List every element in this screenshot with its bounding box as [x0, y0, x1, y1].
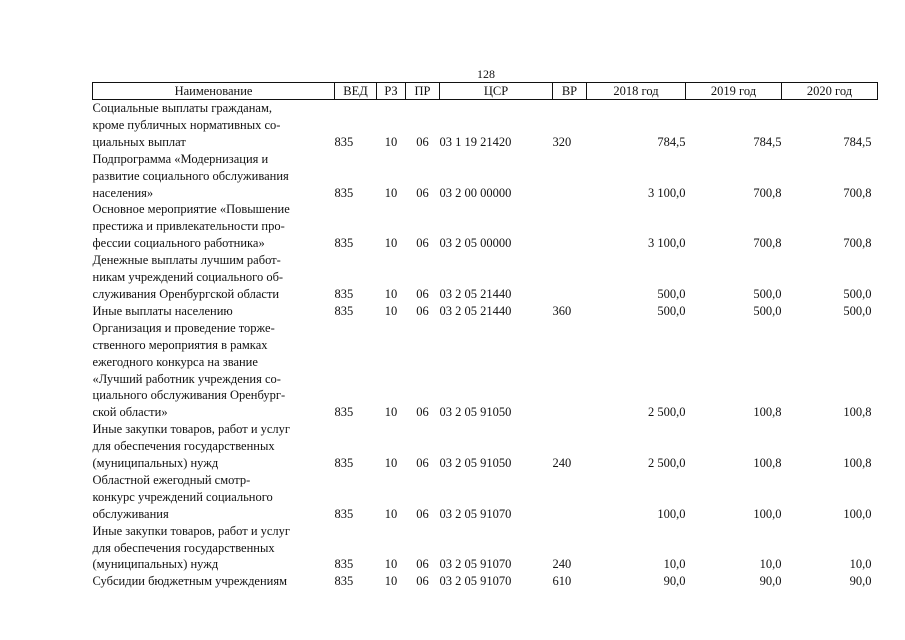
amount-2020-cell: 500,0: [843, 303, 872, 318]
amount-2020-cell: 100,0: [843, 506, 872, 521]
amount-2018-cell: 784,5: [657, 134, 686, 149]
row-name-line: ской области»: [92, 405, 168, 420]
row-name-line: Иные закупки товаров, работ и услуг: [92, 422, 291, 437]
amount-2020-cell: 700,8: [843, 236, 872, 251]
ved-cell: 835: [334, 185, 354, 200]
vr-cell: [553, 320, 587, 421]
csr-cell: 03 2 05 21440: [439, 303, 512, 318]
amount-2018-cell: 3 100,0: [648, 236, 686, 251]
header-pr: ПР: [406, 83, 440, 100]
table-row: [93, 320, 878, 421]
csr-cell: 03 2 05 91050: [439, 456, 512, 471]
amount-2018-cell: 500,0: [657, 286, 686, 301]
row-name-cell: [93, 320, 335, 421]
row-name-cell: [93, 421, 335, 472]
row-name-line: Субсидии бюджетным учреждениям: [92, 574, 288, 589]
amount-2018-cell: 100,0: [657, 506, 686, 521]
row-name-line: ственного мероприятия в рамках: [92, 337, 268, 352]
header-2019: 2019 год: [686, 83, 782, 100]
table-row: [93, 201, 878, 252]
row-name-cell: [93, 100, 335, 151]
rz-cell: 10: [384, 303, 398, 318]
csr-cell: 03 1 19 21420: [439, 134, 512, 149]
pr-cell: 06: [416, 185, 429, 200]
row-name-line: для обеспечения государственных: [92, 540, 275, 555]
row-name-line: престижа и привлекательности про-: [92, 219, 285, 234]
row-name-line: фессии социального работника»: [92, 236, 265, 251]
amount-2020-cell: 10,0: [849, 557, 872, 572]
amount-2020-cell: 90,0: [849, 574, 872, 589]
vr-cell: 320: [552, 134, 572, 149]
csr-cell: 03 2 05 00000: [439, 236, 512, 251]
row-name-line: циального обслуживания Оренбург-: [92, 388, 286, 403]
header-ved: ВЕД: [335, 83, 377, 100]
row-name-line: Иные выплаты населению: [92, 303, 233, 318]
row-name-line: Областной ежегодный смотр-: [92, 472, 251, 487]
amount-2019-cell: 500,0: [753, 286, 782, 301]
row-name-line: развитие социального обслуживания: [92, 168, 289, 183]
row-name-cell: [93, 303, 335, 320]
amount-2018-cell: 2 500,0: [648, 456, 686, 471]
rz-cell: 10: [384, 456, 398, 471]
vr-cell: [553, 252, 587, 303]
row-name-line: Основное мероприятие «Повышение: [92, 202, 290, 217]
row-name-line: циальных выплат: [92, 134, 186, 149]
amount-2019-cell: 10,0: [759, 557, 782, 572]
ved-cell: 835: [334, 506, 354, 521]
rz-cell: 10: [384, 286, 398, 301]
row-name-line: (муниципальных) нужд: [92, 456, 219, 471]
amount-2019-cell: 500,0: [753, 303, 782, 318]
row-name-line: ежегодного конкурса на звание: [92, 354, 258, 369]
table-row: [93, 421, 878, 472]
table-row: [93, 573, 878, 590]
row-name-cell: [93, 523, 335, 574]
ved-cell: 835: [334, 456, 354, 471]
ved-cell: 835: [334, 134, 354, 149]
pr-cell: 06: [416, 303, 429, 318]
row-name-line: (муниципальных) нужд: [92, 557, 219, 572]
amount-2018-cell: 2 500,0: [648, 405, 686, 420]
csr-cell: 03 2 00 00000: [439, 185, 512, 200]
pr-cell: 06: [416, 574, 429, 589]
table-row: [93, 100, 878, 151]
amount-2020-cell: 700,8: [843, 185, 872, 200]
ved-cell: 835: [334, 557, 354, 572]
csr-cell: 03 2 05 91070: [439, 506, 512, 521]
amount-2019-cell: 784,5: [753, 134, 782, 149]
row-name-line: Денежные выплаты лучшим работ-: [92, 253, 281, 268]
row-name-cell: [93, 201, 335, 252]
amount-2018-cell: 500,0: [657, 303, 686, 318]
ved-cell: 835: [334, 236, 354, 251]
table-row: [93, 472, 878, 523]
vr-cell: 610: [552, 574, 572, 589]
amount-2018-cell: 90,0: [663, 574, 686, 589]
pr-cell: 06: [416, 134, 429, 149]
pr-cell: 06: [416, 456, 429, 471]
row-name-cell: [93, 252, 335, 303]
amount-2019-cell: 100,8: [753, 405, 782, 420]
vr-cell: [553, 472, 587, 523]
row-name-line: населения»: [92, 185, 154, 200]
amount-2019-cell: 100,8: [753, 456, 782, 471]
row-name-line: Подпрограмма «Модернизация и: [92, 151, 269, 166]
vr-cell: [553, 201, 587, 252]
row-name-line: кроме публичных нормативных со-: [92, 117, 281, 132]
amount-2019-cell: 700,8: [753, 185, 782, 200]
page-number: 128: [477, 67, 495, 81]
vr-cell: 240: [552, 456, 572, 471]
pr-cell: 06: [416, 286, 429, 301]
row-name-line: никам учреждений социального об-: [92, 270, 284, 285]
amount-2019-cell: 100,0: [753, 506, 782, 521]
ved-cell: 835: [334, 286, 354, 301]
amount-2019-cell: 90,0: [759, 574, 782, 589]
amount-2020-cell: 500,0: [843, 286, 872, 301]
amount-2020-cell: 784,5: [843, 134, 872, 149]
vr-cell: 360: [552, 303, 572, 318]
amount-2020-cell: 100,8: [843, 405, 872, 420]
header-2020: 2020 год: [782, 83, 878, 100]
ved-cell: 835: [334, 303, 354, 318]
header-csr: ЦСР: [440, 83, 553, 100]
csr-cell: 03 2 05 21440: [439, 286, 512, 301]
vr-cell: 240: [552, 557, 572, 572]
amount-2018-cell: 10,0: [663, 557, 686, 572]
rz-cell: 10: [384, 185, 398, 200]
table-header-row: [93, 83, 878, 100]
rz-cell: 10: [384, 574, 398, 589]
row-name-cell: [93, 573, 335, 590]
ved-cell: 835: [334, 574, 354, 589]
header-vr: ВР: [553, 83, 587, 100]
header-rz: РЗ: [377, 83, 406, 100]
csr-cell: 03 2 05 91070: [439, 557, 512, 572]
table-row: [93, 303, 878, 320]
amount-2018-cell: 3 100,0: [648, 185, 686, 200]
csr-cell: 03 2 05 91050: [439, 405, 512, 420]
rz-cell: 10: [384, 405, 398, 420]
rz-cell: 10: [384, 236, 398, 251]
row-name-line: Иные закупки товаров, работ и услуг: [92, 523, 291, 538]
row-name-line: обслуживания: [92, 506, 169, 521]
row-name-line: Организация и проведение торже-: [92, 320, 275, 335]
vr-cell: [553, 151, 587, 202]
pr-cell: 06: [416, 405, 429, 420]
header-2018: 2018 год: [587, 83, 686, 100]
amount-2019-cell: 700,8: [753, 236, 782, 251]
table-row: [93, 252, 878, 303]
table-body: [93, 100, 878, 591]
table-row: [93, 523, 878, 574]
pr-cell: 06: [416, 506, 429, 521]
header-name: Наименование: [93, 83, 335, 100]
pr-cell: 06: [416, 236, 429, 251]
row-name-line: для обеспечения государственных: [92, 439, 275, 454]
rz-cell: 10: [384, 134, 398, 149]
rz-cell: 10: [384, 557, 398, 572]
budget-table: [92, 82, 878, 590]
ved-cell: 835: [334, 405, 354, 420]
row-name-cell: [93, 151, 335, 202]
rz-cell: 10: [384, 506, 398, 521]
amount-2020-cell: 100,8: [843, 456, 872, 471]
row-name-cell: [93, 472, 335, 523]
row-name-line: Социальные выплаты гражданам,: [92, 101, 273, 115]
pr-cell: 06: [416, 557, 429, 572]
table-row: [93, 151, 878, 202]
row-name-line: «Лучший работник учреждения со-: [92, 371, 281, 386]
csr-cell: 03 2 05 91070: [439, 574, 512, 589]
row-name-line: конкурс учреждений социального: [92, 489, 273, 504]
row-name-line: служивания Оренбургской области: [92, 286, 280, 301]
